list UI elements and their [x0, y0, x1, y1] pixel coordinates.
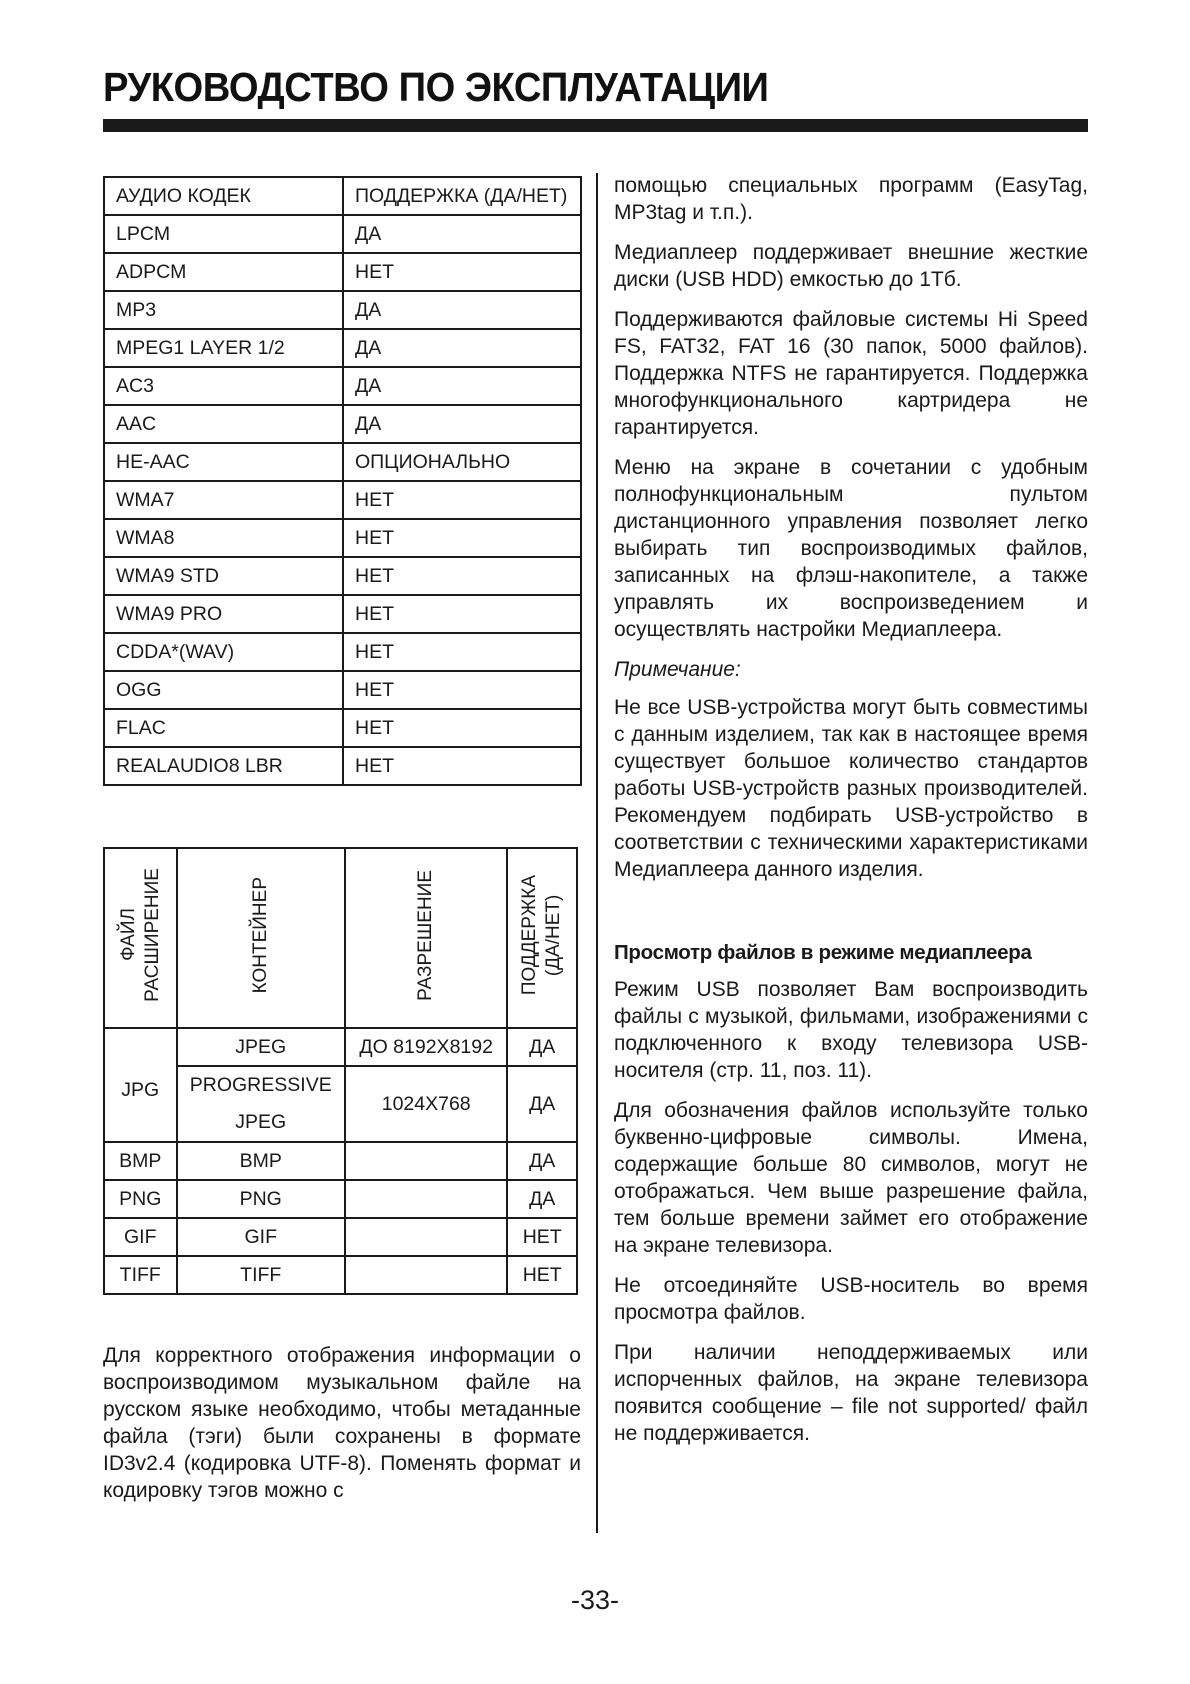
- table-cell: PROGRESSIVE: [177, 1066, 345, 1104]
- table-cell: JPEG: [177, 1104, 345, 1142]
- codec-cell: AC3: [104, 367, 343, 405]
- table-cell: GIF: [104, 1218, 177, 1256]
- table-row: [104, 671, 581, 709]
- table-cell: [345, 1180, 507, 1218]
- support-cell: НЕТ: [343, 481, 581, 519]
- table-cell: ДА: [507, 1142, 577, 1180]
- table-cell: НЕТ: [507, 1256, 577, 1294]
- section-heading: Просмотр файлов в режиме медиаплеера: [614, 941, 1032, 964]
- table-cell: ДО 8192Х8192: [345, 1028, 507, 1066]
- column-divider: [596, 173, 598, 1533]
- codec-cell: MPEG1 LAYER 1/2: [104, 329, 343, 367]
- paragraph: Медиаплеер поддерживает внешние жесткие диски (USB HDD) емкостью до 1Тб.: [614, 241, 1088, 291]
- image-format-table: [103, 847, 578, 1295]
- table-row: [104, 443, 581, 481]
- support-cell: НЕТ: [343, 557, 581, 595]
- paragraph: Меню на экране в сочетании с удобным полнофункциональным пультом дистанционного управления позволяет легко выбирать тип воспроизводимых файлов, записанных на флэш-накопителе, а также управлять их воспроизведением и осуществлять настройки Медиаплеера.: [614, 456, 1088, 641]
- table-cell: ДА: [507, 1180, 577, 1218]
- header-file-extension: ФАЙЛ РАСШИРЕНИЕ: [104, 848, 177, 1028]
- table-cell: PNG: [104, 1180, 177, 1218]
- header-container: КОНТЕЙНЕР: [177, 848, 345, 1028]
- paragraph: Не все USB-устройства могут быть совместимы с данным изделием, так как в настоящее время существует большое количество стандартов работы USB-устройств разных производителей. Рекомендуем подбирать USB-устройство в соответствии с техническими характеристиками Медиаплеера данного изделия.: [614, 696, 1088, 881]
- support-cell: ДА: [343, 291, 581, 329]
- codec-cell: WMA7: [104, 481, 343, 519]
- page-title: РУКОВОДСТВО ПО ЭКСПЛУАТАЦИИ: [103, 64, 769, 110]
- table-row: [104, 1218, 577, 1256]
- paragraph: Для обозначения файлов используйте только буквенно-цифровые символы. Имена, содержащие больше 80 символов, могут не отображаться. Чем выше разрешение файла, тем больше времени займет его отображение на экране телевизора.: [614, 1099, 1088, 1257]
- support-cell: ДА: [343, 329, 581, 367]
- paragraph: Не отсоединяйте USB-носитель во время просмотра файлов.: [614, 1274, 1088, 1324]
- codec-cell: OGG: [104, 671, 343, 709]
- paragraph: При наличии неподдерживаемых или испорченных файлов, на экране телевизора появится сообщение – file not supported/ файл не поддерживается.: [614, 1341, 1088, 1445]
- codec-cell: WMA9 STD: [104, 557, 343, 595]
- paragraph: помощью специальных программ (EasyTag, MP3tag и т.п.).: [614, 174, 1088, 224]
- support-cell: НЕТ: [343, 747, 581, 785]
- table-row: [104, 1142, 577, 1180]
- header-rule: [103, 119, 1088, 132]
- table-row: [104, 519, 581, 557]
- table-cell: PNG: [177, 1180, 345, 1218]
- codec-cell: MP3: [104, 291, 343, 329]
- header-support: ПОДДЕРЖКА (ДА/НЕТ): [507, 848, 577, 1028]
- table-cell: ДА: [507, 1028, 577, 1066]
- table-row: [104, 557, 581, 595]
- table-row: [104, 405, 581, 443]
- table-cell: TIFF: [104, 1256, 177, 1294]
- page-number: -33-: [570, 1585, 619, 1615]
- audio-table-header: [104, 177, 581, 215]
- codec-cell: ADPCM: [104, 253, 343, 291]
- table-row: [104, 595, 581, 633]
- table-row: [104, 747, 581, 785]
- table-row: [104, 215, 581, 253]
- table-cell: НЕТ: [507, 1218, 577, 1256]
- support-cell: НЕТ: [343, 709, 581, 747]
- note-label: Примечание:: [614, 658, 741, 681]
- table-cell: [345, 1142, 507, 1180]
- codec-cell: LPCM: [104, 215, 343, 253]
- table-row: [104, 633, 581, 671]
- support-cell: ОПЦИОНАЛЬНО: [343, 443, 581, 481]
- codec-cell: WMA9 PRO: [104, 595, 343, 633]
- support-cell: ДА: [343, 215, 581, 253]
- codec-cell: CDDA*(WAV): [104, 633, 343, 671]
- table-row: [104, 1256, 577, 1294]
- paragraph: Поддерживаются файловые системы Hi Speed FS, FAT32, FAT 16 (30 папок, 5000 файлов). Поддержка NTFS не гарантируется. Поддержка многофункционального картридера не гарантируется.: [614, 308, 1088, 439]
- table-cell: JPEG: [177, 1028, 345, 1066]
- codec-cell: WMA8: [104, 519, 343, 557]
- table-row: [104, 253, 581, 291]
- table-cell: [345, 1218, 507, 1256]
- support-cell: НЕТ: [343, 633, 581, 671]
- table-cell: GIF: [177, 1218, 345, 1256]
- table-row: [104, 329, 581, 367]
- tag-encoding-paragraph: Для корректного отображения информации о воспроизводимом музыкальном файле на русском языке необходимо, чтобы метаданные файла (тэги) были сохранены в формате ID3v2.4 (кодировка UTF-8). Поменять формат и кодировку тэгов можно с: [103, 1344, 581, 1502]
- support-cell: ДА: [343, 367, 581, 405]
- table-cell: [345, 1256, 507, 1294]
- table-cell: 1024Х768: [345, 1066, 507, 1142]
- paragraph: Режим USB позволяет Вам воспроизводить файлы с музыкой, фильмами, изображениями с подключенного к входу телевизора USB-носителя (стр. 11, поз. 11).: [614, 978, 1088, 1082]
- support-cell: НЕТ: [343, 253, 581, 291]
- right-column: [614, 172, 1088, 1460]
- codec-cell: AAC: [104, 405, 343, 443]
- table-row: [104, 367, 581, 405]
- table-row: [104, 1180, 577, 1218]
- table-row: [104, 481, 581, 519]
- header-support: ПОДДЕРЖКА (ДА/НЕТ): [343, 177, 581, 215]
- table-cell: TIFF: [177, 1256, 345, 1294]
- table-cell: ДА: [507, 1066, 577, 1142]
- codec-cell: REALAUDIO8 LBR: [104, 747, 343, 785]
- header-audio-codec: АУДИО КОДЕК: [104, 177, 343, 215]
- header-resolution: РАЗРЕШЕНИЕ: [345, 848, 507, 1028]
- support-cell: НЕТ: [343, 671, 581, 709]
- table-cell: BMP: [177, 1142, 345, 1180]
- jpg-extension-cell: JPG: [104, 1028, 177, 1142]
- support-cell: НЕТ: [343, 595, 581, 633]
- audio-codec-table: [103, 176, 582, 786]
- table-cell: BMP: [104, 1142, 177, 1180]
- table-row: [104, 709, 581, 747]
- support-cell: ДА: [343, 405, 581, 443]
- codec-cell: HE-AAC: [104, 443, 343, 481]
- support-cell: НЕТ: [343, 519, 581, 557]
- codec-cell: FLAC: [104, 709, 343, 747]
- table-row: [104, 291, 581, 329]
